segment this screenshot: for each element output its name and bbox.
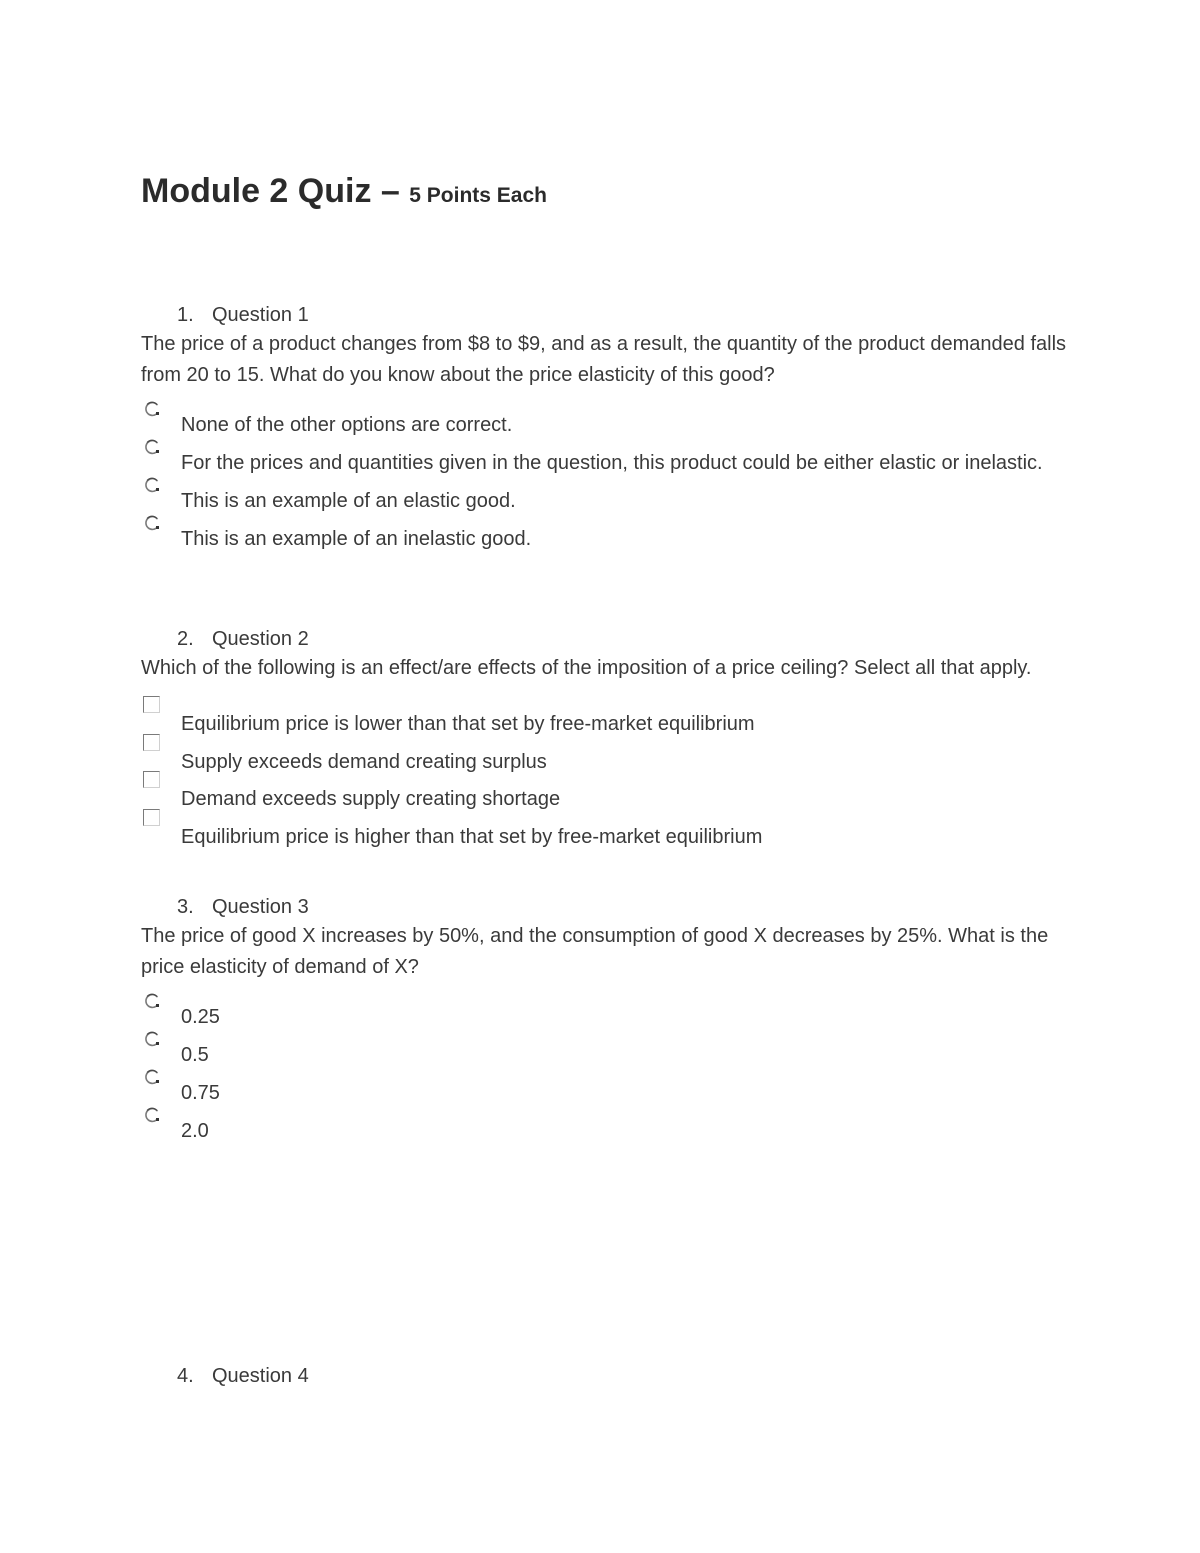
option-label: For the prices and quantities given in the question, this product could be either elastic or inelastic.: [181, 452, 1043, 474]
quiz-page: [141, 0, 1081, 1553]
question-header: [141, 891, 1081, 923]
answer-option[interactable]: [141, 527, 1081, 551]
answer-option[interactable]: [141, 712, 1081, 736]
answer-option[interactable]: [141, 1081, 1081, 1105]
option-label: 0.75: [181, 1082, 220, 1104]
question-2: [141, 623, 1081, 862]
option-label: 2.0: [181, 1120, 209, 1142]
question-number: 4.: [177, 1365, 194, 1387]
question-label: Question 1: [212, 304, 309, 326]
question-1: [141, 299, 1081, 565]
radio-button-icon[interactable]: [143, 438, 161, 456]
question-label: Question 4: [212, 1365, 309, 1387]
answer-option[interactable]: [141, 787, 1081, 811]
answer-option[interactable]: [141, 825, 1081, 849]
checkbox-icon[interactable]: [143, 696, 160, 713]
option-label: Supply exceeds demand creating surplus: [181, 750, 547, 773]
checkbox-icon[interactable]: [143, 809, 160, 826]
answer-options: [141, 1005, 1081, 1143]
question-3: [141, 891, 1081, 1157]
answer-option[interactable]: [141, 1119, 1081, 1143]
answer-option[interactable]: [141, 1005, 1081, 1029]
question-4: [141, 1360, 1081, 1392]
option-label: 0.5: [181, 1044, 209, 1066]
radio-button-icon[interactable]: [143, 514, 161, 532]
option-label: Equilibrium price is lower than that set by free-market equilibrium: [181, 713, 755, 735]
option-label: Equilibrium price is higher than that set by free-market equilibrium: [181, 825, 763, 848]
page-title: [141, 170, 547, 217]
answer-option[interactable]: [141, 451, 1081, 475]
option-label: Demand exceeds supply creating shortage: [181, 788, 561, 810]
checkbox-icon[interactable]: [143, 771, 160, 788]
question-header: [141, 1360, 1081, 1392]
question-number: 1.: [177, 304, 194, 326]
question-header: [141, 299, 1081, 331]
radio-button-icon[interactable]: [143, 400, 161, 418]
answer-option[interactable]: [141, 750, 1081, 774]
title-main: Module 2 Quiz –: [141, 172, 400, 210]
question-number: 2.: [177, 628, 194, 650]
answer-options: [141, 712, 1081, 849]
answer-option[interactable]: [141, 489, 1081, 513]
radio-button-icon[interactable]: [143, 1068, 161, 1086]
title-points: 5 Points Each: [409, 184, 547, 207]
question-number: 3.: [177, 896, 194, 918]
option-label: None of the other options are correct.: [181, 414, 513, 436]
answer-option[interactable]: [141, 413, 1081, 437]
answer-option[interactable]: [141, 1043, 1081, 1067]
option-label: This is an example of an elastic good.: [181, 490, 516, 512]
checkbox-icon[interactable]: [143, 734, 160, 751]
question-text: The price of a product changes from $8 to $9, and as a result, the quantity of the product demanded falls from 20 to 15. What do you know about the price elasticity of this good?: [141, 333, 1067, 386]
question-header: [141, 623, 1081, 655]
radio-button-icon[interactable]: [143, 992, 161, 1010]
question-label: Question 2: [212, 628, 309, 650]
question-text: The price of good X increases by 50%, and the consumption of good X decreases by 25%. What is the price elasticity of demand of X?: [141, 925, 1049, 978]
option-label: 0.25: [181, 1006, 220, 1028]
radio-button-icon[interactable]: [143, 476, 161, 494]
option-label: This is an example of an inelastic good.: [181, 528, 532, 550]
radio-button-icon[interactable]: [143, 1106, 161, 1124]
radio-button-icon[interactable]: [143, 1030, 161, 1048]
answer-options: [141, 413, 1081, 551]
question-label: Question 3: [212, 896, 309, 918]
question-text: Which of the following is an effect/are effects of the imposition of a price ceiling? Select all that apply.: [141, 657, 1032, 679]
